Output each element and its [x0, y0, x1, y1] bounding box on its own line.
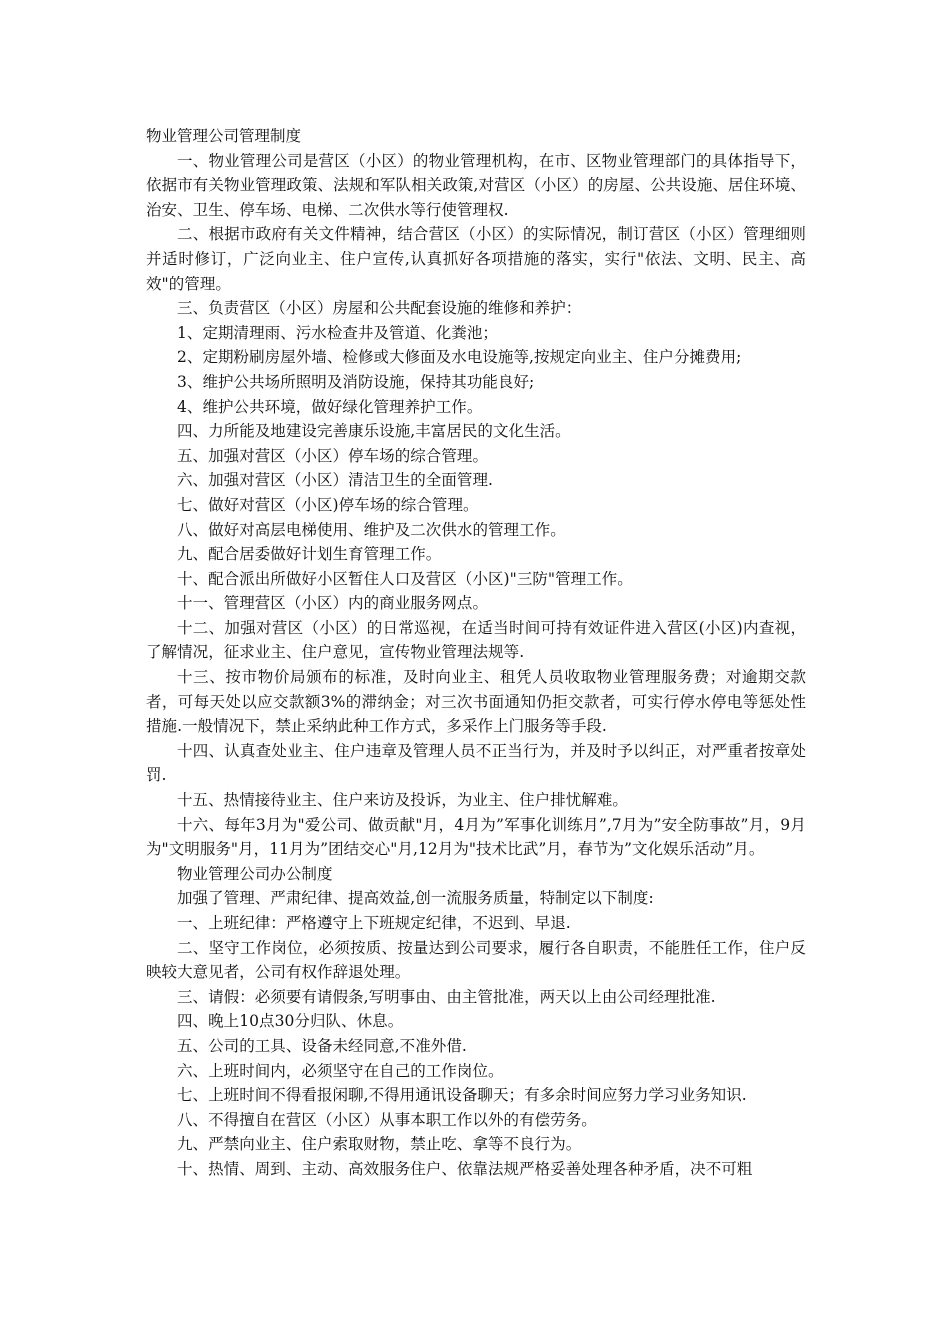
- paragraph-maintenance-3: 3、维护公共场所照明及消防设施，保持其功能良好;: [177, 372, 535, 391]
- paragraph-general-2: 二、根据市政府有关文件精神，结合营区（小区）的实际情况，制订营区（小区）管理细则并适时修订，广泛向业主、住户宣传,认真抓好各项措施的落实，实行"依法、文明、民主、高效"的管理。: [146, 225, 806, 293]
- paragraph-office-5: 五、公司的工具、设备未经同意,不准外借.: [177, 1036, 467, 1055]
- paragraph-general-8: 八、做好对高层电梯使用、维护及二次供水的管理工作。: [177, 520, 566, 539]
- paragraph-office-9: 九、严禁向业主、住户索取财物，禁止吃、拿等不良行为。: [177, 1135, 582, 1154]
- paragraph-office-2: 二、坚守工作岗位，必须按质、按量达到公司要求，履行各自职责，不能胜任工作，住户反映较大意见者，公司有权作辞退处理。: [146, 938, 806, 982]
- paragraph-office-6: 六、上班时间内，必须坚守在自己的工作岗位。: [177, 1061, 504, 1080]
- section-heading-office-rules: 物业管理公司办公制度: [177, 864, 333, 883]
- paragraph-general-5: 五、加强对营区（小区）停车场的综合管理。: [177, 446, 489, 465]
- paragraph-general-1: 一、物业管理公司是营区（小区）的物业管理机构，在市、区物业管理部门的具体指导下，依据市有关物业管理政策、法规和军队相关政策,对营区（小区）的房屋、公共设施、居住环境、治安、卫生、停车场、电梯、二次供水等行使管理权.: [146, 151, 806, 219]
- paragraph-general-14: 十四、认真查处业主、住户违章及管理人员不正当行为，并及时予以纠正，对严重者按章处罚.: [146, 741, 806, 785]
- paragraph-general-7: 七、做好对营区（小区)停车场的综合管理。: [177, 495, 479, 514]
- document-body: [146, 124, 806, 1182]
- paragraph-office-10: 十、热情、周到、主动、高效服务住户、依靠法规严格妥善处理各种矛盾，决不可粗: [177, 1159, 753, 1178]
- paragraph-general-12: 十二、加强对营区（小区）的日常巡视，在适当时间可持有效证件进入营区(小区)内查视，了解情况，征求业主、住户意见，宣传物业管理法规等.: [146, 618, 806, 662]
- paragraph-maintenance-4: 4、维护公共环境，做好绿化管理养护工作。: [177, 397, 483, 416]
- paragraph-general-9: 九、配合居委做好计划生育管理工作。: [177, 545, 442, 564]
- paragraph-maintenance-2: 2、定期粉刷房屋外墙、检修或大修面及水电设施等,按规定向业主、住户分摊费用;: [177, 348, 742, 367]
- paragraph-office-1: 一、上班纪律：严格遵守上下班规定纪律，不迟到、早退.: [177, 914, 571, 932]
- paragraph-general-6: 六、加强对营区（小区）清洁卫生的全面管理.: [177, 471, 493, 490]
- paragraph-office-intro: 加强了管理、严肃纪律、提高效益,创一流服务质量，特制定以下制度:: [177, 889, 654, 908]
- paragraph-office-3: 三、请假：必须要有请假条,写明事由、由主管批准，两天以上由公司经理批准.: [177, 987, 716, 1006]
- paragraph-office-8: 八、不得擅自在营区（小区）从事本职工作以外的有偿劳务。: [177, 1110, 597, 1129]
- paragraph-general-15: 十五、热情接待业主、住户来访及投诉，为业主、住户排忧解难。: [177, 791, 628, 810]
- paragraph-general-16: 十六、每年3月为"爱公司、做贡献"月，4月为”军事化训练月”,7月为”安全防事故”月，9月为"文明服务"月，11月为”团结交心"月,12月为"技术比武”月，春节为”文化娱乐活动”月。: [146, 815, 806, 859]
- paragraph-general-13: 十三、按市物价局颁布的标准，及时向业主、租凭人员收取物业管理服务费；对逾期交款者，可每天处以应交款额3%的滞纳金；对三次书面通知仍拒交款者，可实行停水停电等惩处性措施.一般情况下，禁止采纳此种工作方式，多采作上门服务等手段.: [146, 668, 806, 736]
- paragraph-general-11: 十一、管理营区（小区）内的商业服务网点。: [177, 594, 489, 613]
- paragraph-general-10: 十、配合派出所做好小区暂住人口及营区（小区)"三防"管理工作。: [177, 569, 633, 588]
- paragraph-office-7: 七、上班时间不得看报闲聊,不得用通讯设备聊天；有多余时间应努力学习业务知识.: [177, 1086, 747, 1105]
- paragraph-general-3: 三、负责营区（小区）房屋和公共配套设施的维修和养护：: [177, 299, 582, 318]
- document-title: 物业管理公司管理制度: [146, 127, 302, 145]
- paragraph-general-4: 四、力所能及地建设完善康乐设施,丰富居民的文化生活。: [177, 422, 571, 441]
- paragraph-office-4: 四、晚上10点30分归队、休息。: [177, 1012, 404, 1031]
- paragraph-maintenance-1: 1、定期清理雨、污水检查井及管道、化粪池；: [177, 323, 498, 342]
